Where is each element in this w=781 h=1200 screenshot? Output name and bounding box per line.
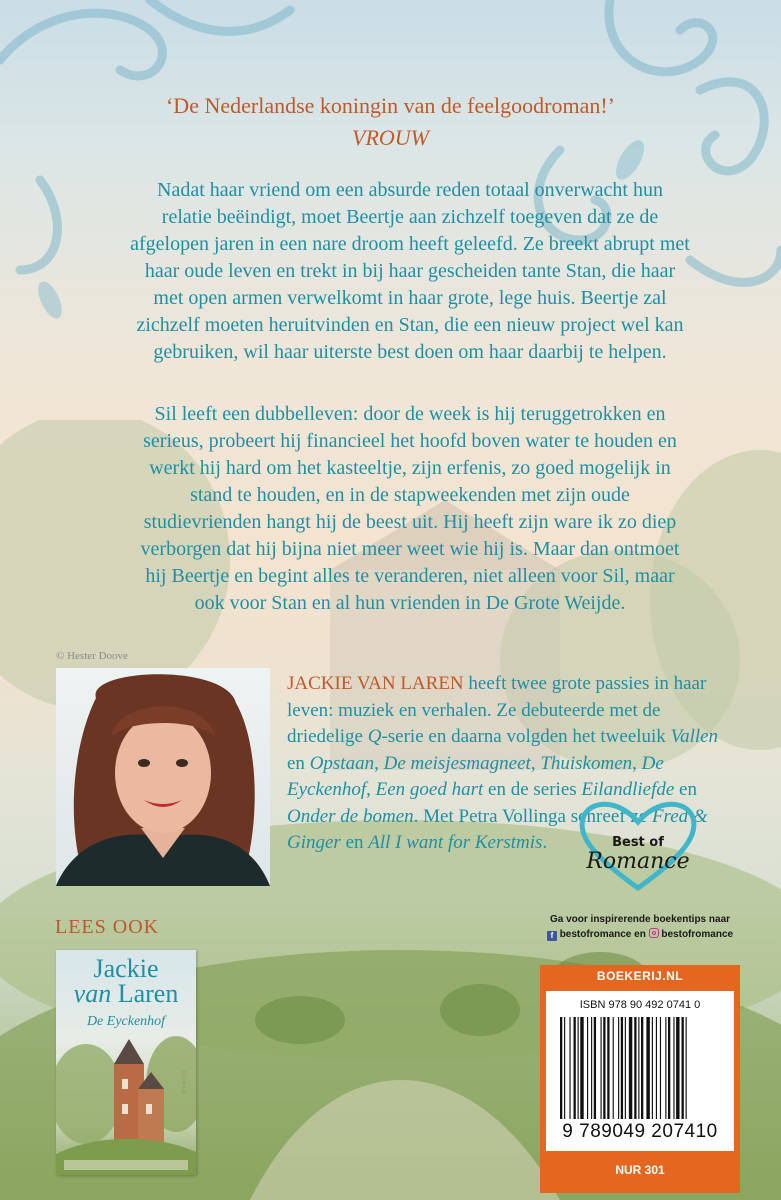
- bio-text: en: [674, 779, 697, 800]
- instagram-handle: bestofromance: [661, 929, 734, 940]
- bio-series-title: Onder de bomen: [287, 805, 414, 827]
- romance-text: Romance: [586, 849, 690, 874]
- mini-castle-illustration: [56, 1034, 196, 1175]
- bio-series-title: Eilandliefde: [581, 779, 675, 800]
- blurb-paragraph-2: Sil leeft een dubbelleven: door de week is hij teruggetrokken en serieus, probeert hij financieel het hoofd boven water te houden en werkt hij hard om het kasteeltje, zijn erfenis, zo goed mogelijk in stand te houden, en in de stapweekenden met zijn oude studievrienden hangt hij de beest uit. Hij heeft zijn ware ik zo diep verborgen dat hij bijna niet meer weet wie hij is. Maar dan ontmoet hij Beertje en begint alles te veranderen, niet alleen voor Sil, maar ook voor Stan en al hun vrienden in De Grote Weijde.: [140, 403, 680, 614]
- bio-book-title: Opstaan: [309, 752, 375, 774]
- nur-code: NUR 301: [615, 1163, 665, 1177]
- bio-text: ,: [366, 779, 376, 800]
- isbn-text: ISBN 978 90 492 0741 0: [579, 999, 701, 1011]
- barcode-panel: [546, 991, 734, 1151]
- instagram-icon: [649, 928, 659, 938]
- tips-line: Ga voor inspirerende boekentips naar: [549, 914, 731, 925]
- bio-book-title: Een goed hart: [375, 779, 484, 800]
- barcode-box: [540, 965, 740, 1193]
- quote-source: VROUW: [352, 125, 429, 150]
- author-photo: [56, 668, 270, 886]
- bio-text: .: [542, 832, 548, 853]
- bio-series-q: Q: [367, 726, 382, 747]
- bio-text: ,: [530, 752, 541, 774]
- social-tips: [540, 912, 740, 942]
- bio-text: en: [287, 752, 310, 774]
- bio-text: ,: [374, 752, 384, 774]
- bio-text: -serie en daarna volgden het tweeluik: [381, 726, 671, 747]
- facebook-icon: f: [547, 931, 557, 941]
- bio-text: . Met Petra Vollinga schreef ze: [413, 805, 652, 827]
- lees-ook-heading: LEES OOK: [55, 916, 160, 938]
- tips-and: en: [631, 929, 649, 940]
- best-of-romance-logo: [573, 796, 703, 896]
- bio-book-title: Thuiskomen: [540, 752, 633, 774]
- mini-title: De Eyckenhof: [86, 1014, 166, 1029]
- bio-text: heeft twee grote passies in haar leven: muziek en verhalen. Ze debuteerde met de driedelige: [287, 673, 707, 747]
- facebook-handle: bestofromance: [559, 929, 632, 940]
- barcode-bars: [558, 1017, 722, 1119]
- bio-text: ,: [632, 752, 642, 774]
- barcode-digits: 9 789049 207410: [562, 1121, 718, 1142]
- best-of-text: Best of: [612, 835, 664, 850]
- publisher-url: BOEKERIJ.NL: [596, 969, 684, 983]
- bio-book-title: All I want for Kerstmis: [368, 832, 543, 853]
- mini-author-last: van Laren: [73, 979, 179, 1008]
- photo-credit: © Hester Doove: [56, 650, 128, 662]
- mini-author-first: Jackie: [93, 954, 159, 983]
- bio-book-title: Vallen: [670, 726, 719, 747]
- bio-book-title: Fred & Ginger: [287, 805, 708, 853]
- related-book-cover: [56, 950, 196, 1175]
- quote-text: ‘De Nederlandse koningin van de feelgoodroman!’: [165, 93, 615, 118]
- bio-text: en de series: [483, 779, 582, 800]
- bio-book-title: De Eyckenhof: [287, 752, 664, 800]
- bio-text: en: [340, 832, 369, 853]
- press-quote: [0, 90, 781, 154]
- bio-book-title: De meisjesmagneet: [383, 752, 531, 774]
- blurb-paragraph-1: Nadat haar vriend om een absurde reden totaal onverwacht hun relatie beëindigt, moet Beertje aan zichzelf toegeven dat ze de afgelopen jaren in een nare droom heeft geleefd. Ze breekt abrupt met haar oude leven en trekt in bij haar gescheiden tante Stan, die haar met open armen verwelkomt in haar grote, lege huis. Beertje zal zichzelf moeten heruitvinden en Stan, die een nieuw project wel kan gebruiken, wil haar uiterste best doen om haar daarbij te helpen.: [130, 179, 690, 363]
- author-name: JACKIE VAN LAREN: [287, 673, 464, 694]
